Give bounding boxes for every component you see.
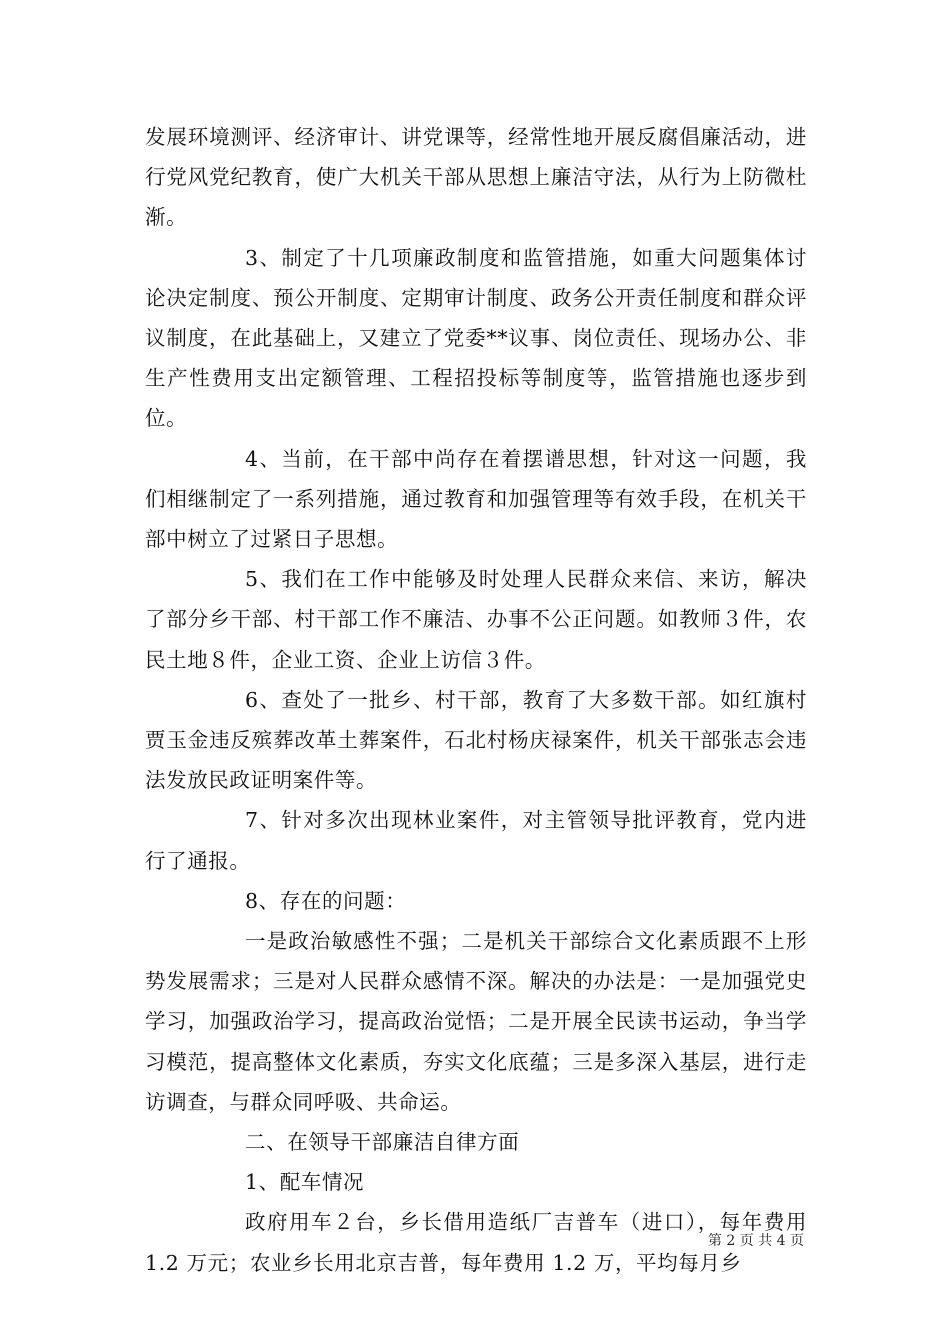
subsection-heading: 1、配车情况 [245, 1170, 365, 1195]
paragraph-2: 3、制定了十几项廉政制度和监管措施，如重大问题集体讨论决定制度、预公开制度、定期审计制度、政务公开责任制度和群众评议制度，在此基础上，又建立了党委**议事、岗位责任、现场办公、非生产性费用支出定额管理、工程招投标等制度等，监管措施也逐步到位。 [145, 245, 807, 431]
paragraph-9: 政府用车２台，乡长借用造纸厂吉普车（进口），每年费用 1.2 万元；农业乡长用北京吉普，每年费用 1.2 万，平均每月乡 [145, 1210, 807, 1275]
paragraph-5: 6、查处了一批乡、村干部，教育了大多数干部。如红旗村贾玉金违反殡葬改革土葬案件，石北村杨庆禄案件，机关干部张志会违法发放民政证明案件等。 [145, 687, 807, 793]
paragraph-7: 8、存在的问题： [245, 888, 407, 913]
paragraph-3: 4、当前，在干部中尚存在着摆谱思想，针对这一问题，我们相继制定了一系列措施，通过教育和加强管理等有效手段，在机关干部中树立了过紧日子思想。 [145, 446, 807, 552]
paragraph-8: 一是政治敏感性不强；二是机关干部综合文化素质跟不上形势发展需求；三是对人民群众感情不深。解决的办法是：一是加强党史学习，加强政治学习，提高政治觉悟；二是开展全民读书运动，争当学习模范，提高整体文化素质，夯实文化底蕴；三是多深入基层，进行走访调查，与群众同呼吸、共命运。 [145, 929, 807, 1114]
paragraph-1: 发展环境测评、经济审计、讲党课等，经常性地开展反腐倡廉活动，进行党风党纪教育，使广大机关干部从思想上廉洁守法，从行为上防微杜渐。 [145, 125, 807, 230]
paragraph-6: 7、针对多次出现林业案件，对主管领导批评教育，党内进行了通报。 [145, 808, 807, 873]
body-text [145, 117, 807, 1283]
section-heading: 二、在领导干部廉洁自律方面 [245, 1130, 520, 1155]
paragraph-4: 5、我们在工作中能够及时处理人民群众来信、来访，解决了部分乡干部、村干部工作不廉洁、办事不公正问题。如教师３件，农民土地８件，企业工资、企业上访信３件。 [145, 567, 807, 672]
page-number-footer: 第 2 页 共 4 页 [707, 1233, 804, 1249]
